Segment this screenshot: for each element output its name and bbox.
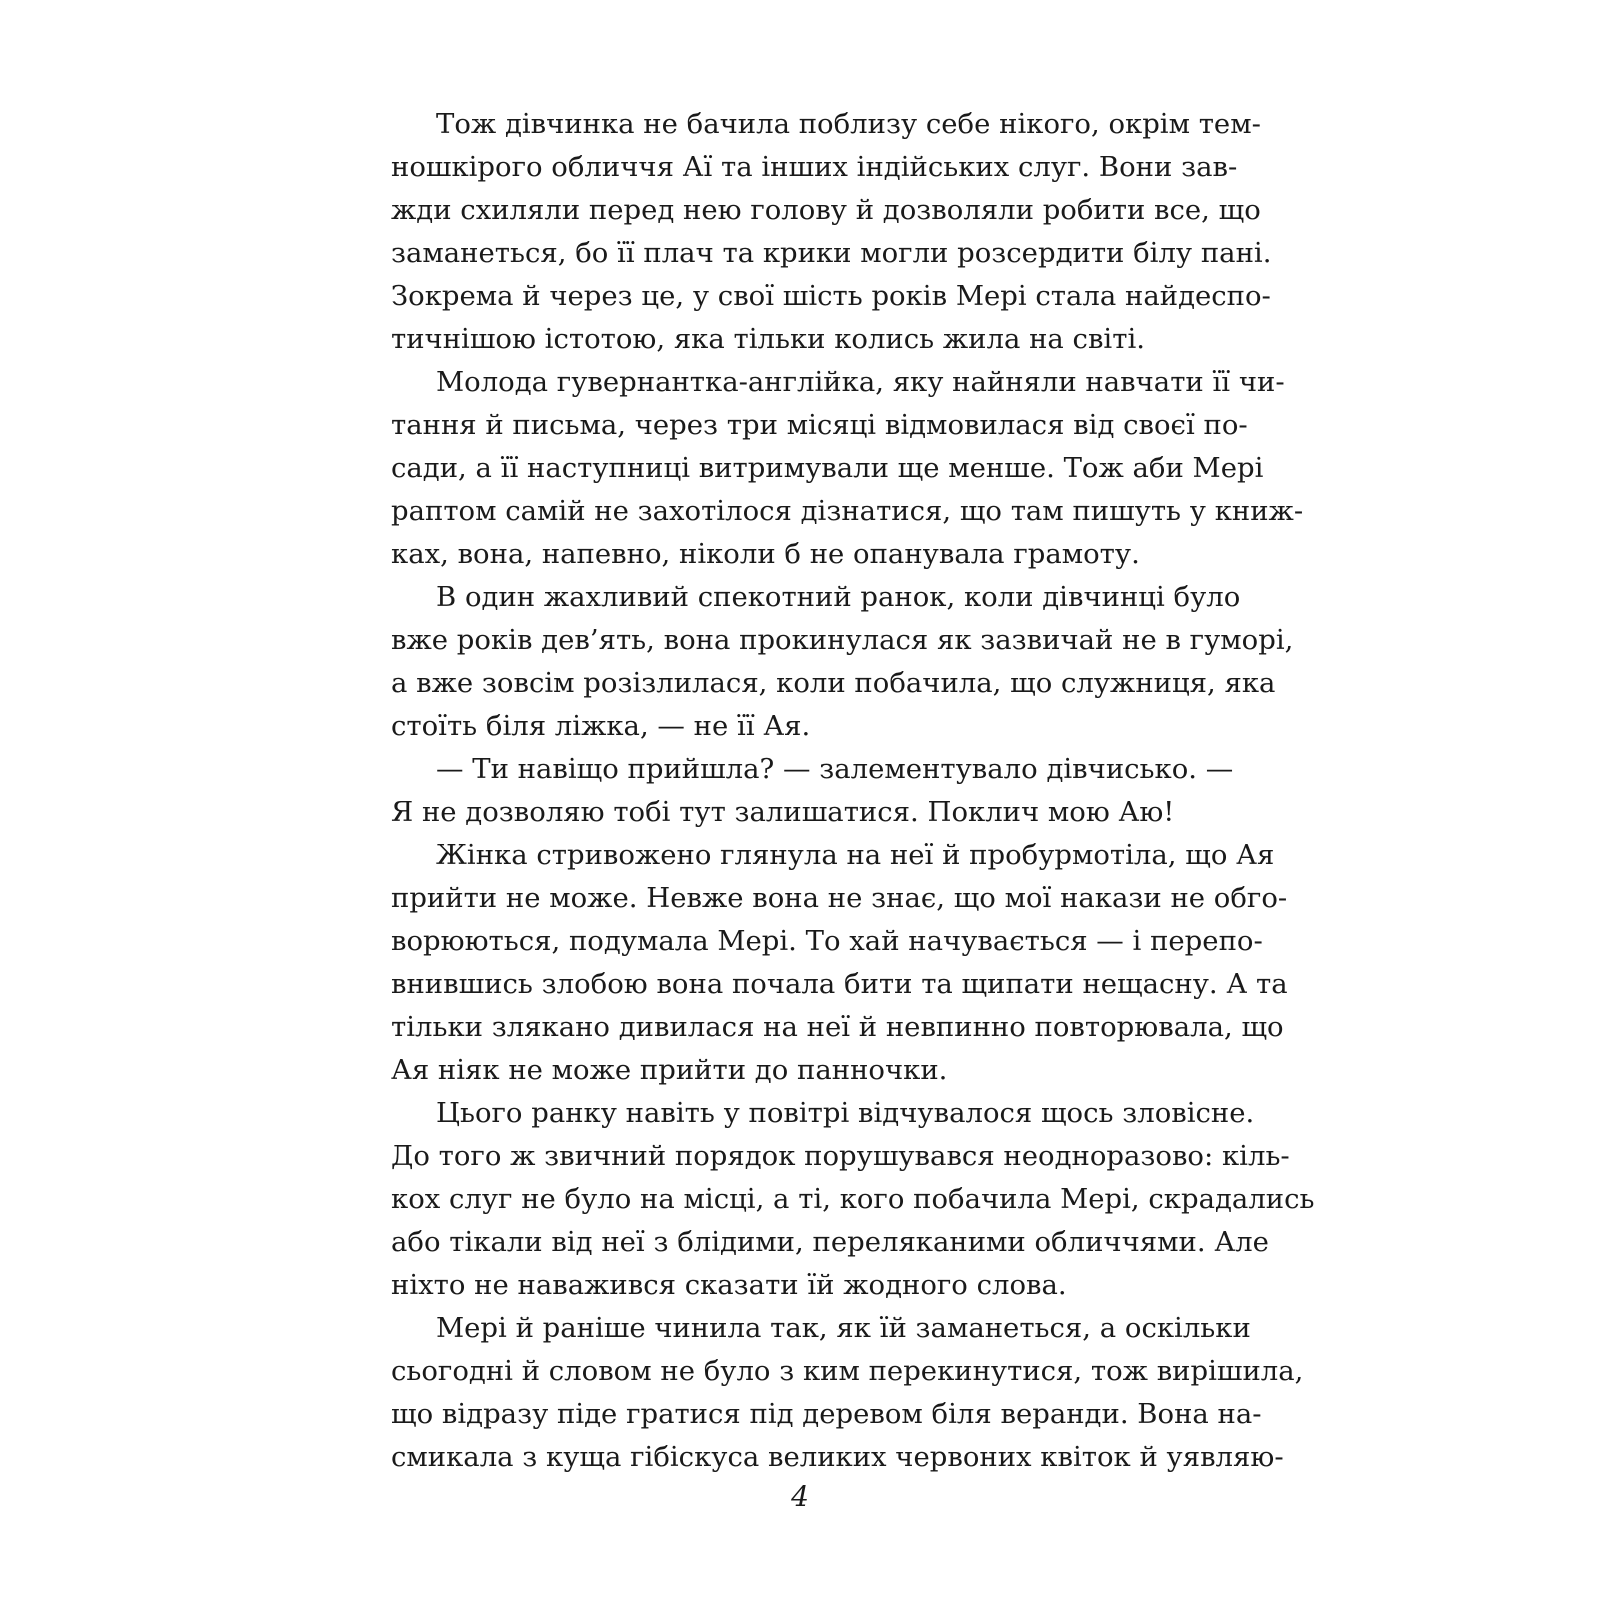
text-line: жди схиляли перед нею голову й дозволяли робити все, що <box>391 194 1261 226</box>
text-line: кох слуг не було на місці, а ті, кого побачила Мері, скрадались <box>391 1183 1315 1215</box>
text-line: Жінка стривожено глянула на неї й пробурмотіла, що Ая <box>436 839 1275 871</box>
page-number: 4 <box>791 1480 809 1513</box>
text-line: Цього ранку навіть у повітрі відчувалося щось зловісне. <box>436 1097 1255 1129</box>
text-line: заманеться, бо її плач та крики могли розсердити білу пані. <box>391 237 1272 269</box>
text-line: а вже зовсім розізлилася, коли побачила, що служниця, яка <box>391 667 1276 699</box>
text-line: Зокрема й через це, у свої шість років Мері стала найдеспо- <box>391 280 1271 312</box>
text-line: внившись злобою вона почала бити та щипати нещасну. А та <box>391 968 1288 1000</box>
page-body <box>391 103 1315 1479</box>
text-line: В один жахливий спекотний ранок, коли дівчинці було <box>436 581 1241 613</box>
text-line: або тікали від неї з блідими, переляканими обличчями. Але <box>391 1226 1269 1258</box>
paragraph <box>391 1092 1315 1307</box>
paragraph <box>391 834 1288 1092</box>
text-line: ках, вона, напевно, ніколи б не опанувала грамоту. <box>391 538 1140 570</box>
text-line: стоїть біля ліжка, — не її Ая. <box>391 710 811 742</box>
text-line: — Ти навіщо прийшла? — залементувало дівчисько. — <box>436 753 1234 785</box>
paragraph <box>391 103 1272 361</box>
paragraph <box>391 1307 1304 1479</box>
paragraph <box>391 361 1304 576</box>
text-line: ніхто не наважився сказати їй жодного слова. <box>391 1269 1067 1301</box>
text-line: Тож дівчинка не бачила поблизу себе нікого, окрім тем- <box>436 108 1261 140</box>
text-line: сади, а її наступниці витримували ще менше. Тож аби Мері <box>391 452 1264 484</box>
text-line: сьогодні й словом не було з ким перекинутися, тож вирішила, <box>391 1355 1304 1387</box>
text-line: Я не дозволяю тобі тут залишатися. Поклич мою Аю! <box>391 796 1175 828</box>
paragraph <box>391 576 1294 748</box>
text-line: тання й письма, через три місяці відмовилася від своєї по- <box>391 409 1248 441</box>
text-line: ношкірого обличчя Аї та інших індійських слуг. Вони зав- <box>391 151 1238 183</box>
text-line: До того ж звичний порядок порушувався неодноразово: кіль- <box>391 1140 1290 1172</box>
text-line: що відразу піде гратися під деревом біля веранди. Вона на- <box>391 1398 1262 1430</box>
text-line: ворюються, подумала Мері. То хай начувається — і перепо- <box>391 925 1263 957</box>
text-line: тільки злякано дивилася на неї й невпинно повторювала, що <box>391 1011 1284 1043</box>
text-line: смикала з куща гібіскуса великих червоних квіток й уявляю- <box>391 1441 1284 1473</box>
text-line: Ая ніяк не може прийти до панночки. <box>391 1054 948 1086</box>
text-line: прийти не може. Невже вона не знає, що мої накази не обго- <box>391 882 1288 914</box>
paragraph <box>391 748 1234 834</box>
text-line: вже років дев’ять, вона прокинулася як зазвичай не в гуморі, <box>391 624 1294 656</box>
text-line: тичнішою істотою, яка тільки колись жила на світі. <box>391 323 1145 355</box>
text-line: раптом самій не захотілося дізнатися, що там пишуть у книж- <box>391 495 1304 527</box>
text-line: Молода гувернантка-англійка, яку найняли навчати її чи- <box>436 366 1285 398</box>
text-line: Мері й раніше чинила так, як їй заманеться, а оскільки <box>436 1312 1251 1344</box>
